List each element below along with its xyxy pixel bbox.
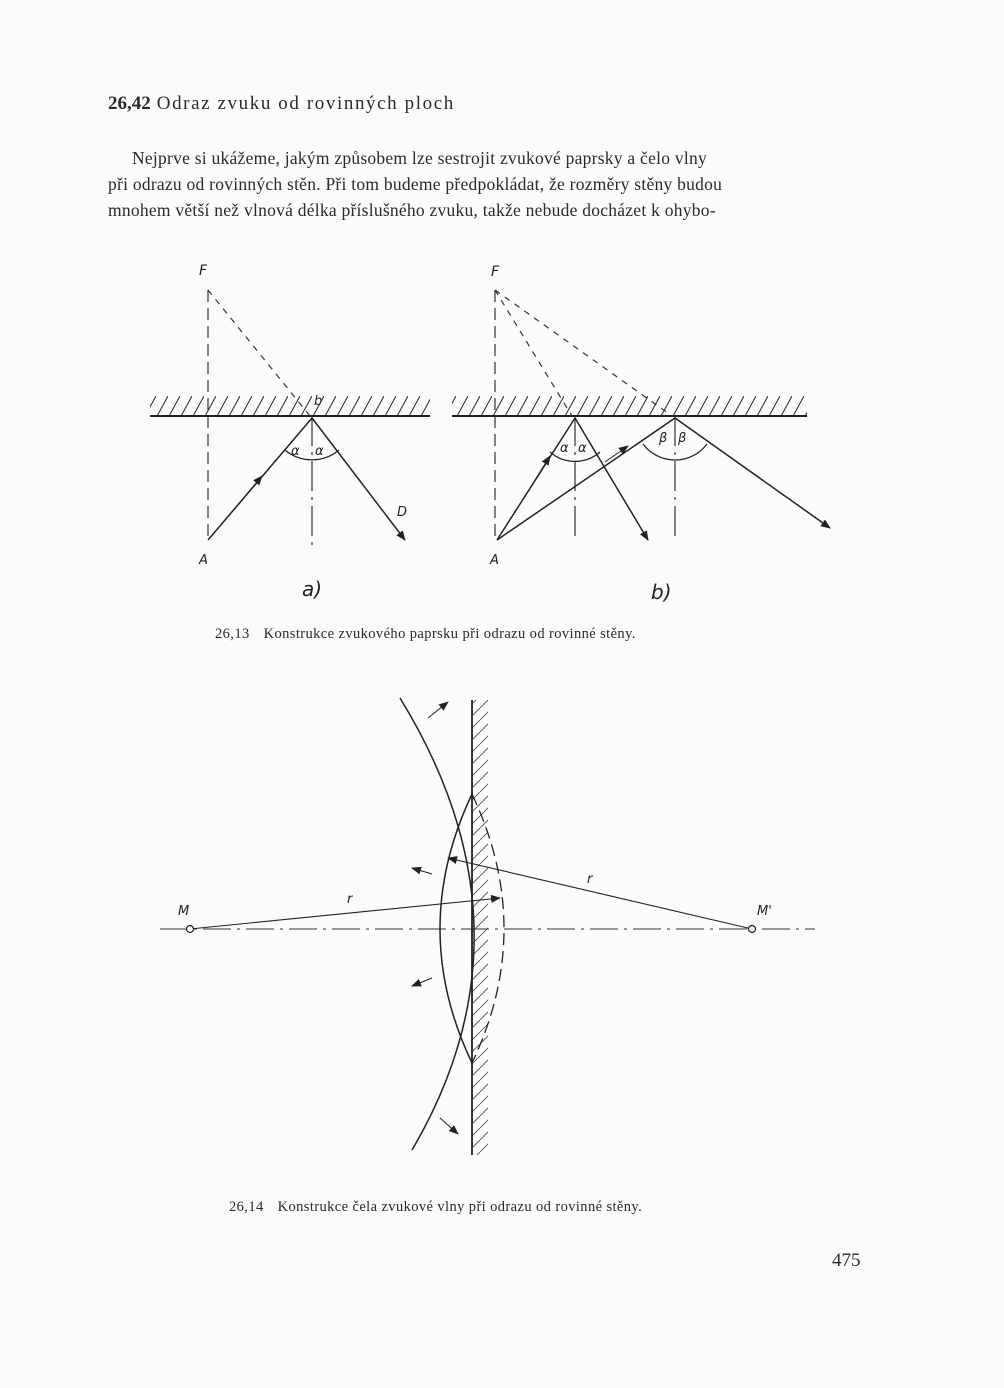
section-title: Odraz zvuku od rovinných ploch	[156, 93, 455, 114]
radius-line-m	[190, 898, 500, 929]
angle-beta-label: β	[659, 431, 668, 446]
point-d-label: D	[397, 505, 408, 520]
incident-wavefront	[400, 698, 474, 1150]
ray-arrow	[605, 446, 628, 462]
point-a-label: A	[490, 553, 499, 568]
wall-hatch	[150, 396, 430, 416]
point-m-marker	[187, 926, 194, 933]
figure-26-14-caption	[229, 1199, 642, 1216]
ray-arrow	[230, 476, 262, 514]
paragraph-line: Nejprve si ukážeme, jakým způsobem lze sestrojit zvukové paprsky a čelo vlny	[132, 148, 707, 168]
point-b-label: b	[314, 394, 323, 409]
angle-beta-label: β	[678, 431, 687, 446]
ray-arrow	[535, 456, 550, 480]
point-m-label: M	[178, 904, 190, 919]
caption-text: Konstrukce čela zvukové vlny při odrazu od rovinné stěny.	[277, 1199, 643, 1215]
figure-26-14	[160, 698, 815, 1155]
radius-label: r	[587, 872, 593, 887]
caption-text: Konstrukce zvukového paprsku při odrazu od rovinné stěny.	[263, 626, 636, 642]
wall-hatch	[452, 396, 807, 416]
propagation-arrow	[440, 1118, 458, 1134]
paragraph-line: při odrazu od rovinných stěn. Při tom budeme předpokládat, že rozměry stěny budou	[108, 174, 723, 194]
caption-number: 26,13	[215, 626, 250, 642]
paragraph-line: mnohem větší než vlnová délka příslušného zvuku, takže nebude docházet k ohybo-	[108, 200, 716, 220]
panel-b-label: b)	[651, 580, 672, 604]
angle-alpha-label: α	[560, 441, 569, 456]
point-m-prime-marker	[749, 926, 756, 933]
angle-alpha-label: α	[291, 444, 300, 459]
radius-line-m-prime	[448, 858, 752, 929]
angle-alpha-label: α	[315, 444, 324, 459]
propagation-arrow	[428, 702, 448, 718]
point-f-label: F	[199, 263, 208, 279]
section-number: 26,42	[108, 93, 151, 114]
propagation-arrow	[412, 978, 432, 986]
caption-number: 26,14	[229, 1199, 264, 1215]
page-number: 475	[832, 1250, 861, 1271]
point-m-prime-label: M'	[757, 904, 772, 919]
angle-alpha-label: α	[578, 441, 587, 456]
figure-26-13-panel-b	[452, 264, 830, 604]
radius-label: r	[347, 892, 353, 907]
point-f-label: F	[491, 264, 500, 280]
propagation-arrow	[412, 868, 432, 874]
figure-26-13-caption	[215, 626, 636, 643]
panel-a-label: a)	[302, 577, 323, 601]
figure-26-13-panel-a	[150, 263, 430, 601]
point-a-label: A	[199, 553, 208, 568]
reflected-ray	[312, 418, 408, 540]
reflected-ray-2	[675, 418, 830, 528]
